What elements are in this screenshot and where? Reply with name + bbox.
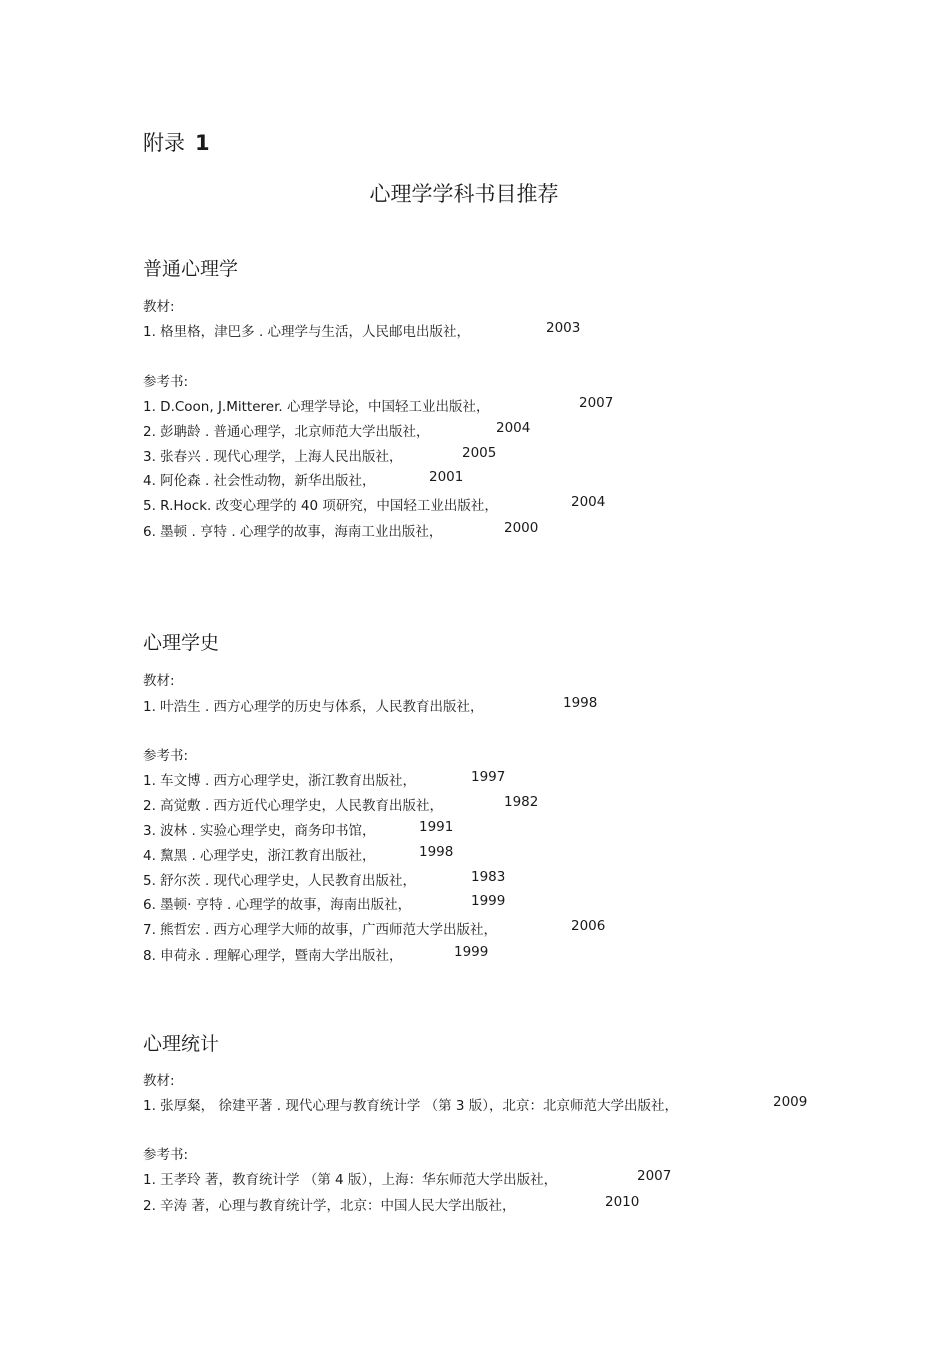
list-item: [143, 1094, 808, 1114]
entry-year: 2003: [546, 320, 581, 336]
entry-text: 1. 格里格，津巴多 . 心理学与生活，人民邮电出版社，: [143, 324, 471, 340]
entry-year: 1991: [419, 819, 454, 835]
entry-text: 1. 王孝玲 著，教育统计学 （第 4 版），上海：华东师范大学出版社，: [143, 1172, 558, 1188]
list-item: [143, 944, 489, 964]
section-title-history-of-psychology: 心理学史: [143, 632, 220, 654]
reference-label: 参考书:: [143, 748, 189, 764]
list-item: [143, 395, 614, 415]
document-title: 心理学学科书目推荐: [369, 182, 559, 206]
textbook-label: 教材:: [143, 299, 175, 315]
entry-text: 2. 辛涛 著，心理与教育统计学，北京：中国人民大学出版社，: [143, 1198, 516, 1214]
entry-text: 4. 阿伦森 . 社会性动物，新华出版社，: [143, 473, 376, 489]
appendix-label: 附录: [143, 131, 185, 155]
entry-year: 2007: [637, 1168, 672, 1184]
entry-year: 1998: [419, 844, 454, 860]
entry-year: 2001: [429, 469, 464, 485]
entry-year: 2004: [571, 494, 606, 510]
list-item: [143, 869, 506, 889]
entry-text: 1. D.Coon, J.Mitterer. 心理学导论，中国轻工业出版社，: [143, 399, 490, 415]
list-item: [143, 320, 581, 340]
textbook-label: 教材:: [143, 1073, 175, 1089]
entry-year: 2010: [605, 1194, 640, 1210]
entry-text: 4. 黧黑 . 心理学史，浙江教育出版社，: [143, 848, 376, 864]
entry-year: 1982: [504, 794, 539, 810]
reference-label: 参考书:: [143, 374, 189, 390]
list-item: [143, 520, 539, 540]
entry-year: 1997: [471, 769, 506, 785]
list-item: [143, 469, 464, 489]
appendix-heading: [143, 127, 210, 157]
entry-text: 5. R.Hock. 改变心理学的 40 项研究，中国轻工业出版社，: [143, 498, 498, 514]
list-item: [143, 445, 497, 465]
list-item: [143, 1168, 672, 1188]
entry-year: 1983: [471, 869, 506, 885]
entry-text: 7. 熊哲宏 . 西方心理学大师的故事，广西师范大学出版社，: [143, 922, 498, 938]
textbook-label: 教材:: [143, 673, 175, 689]
entry-year: 2000: [504, 520, 539, 536]
entry-text: 6. 墨顿 . 亨特 . 心理学的故事，海南工业出版社，: [143, 524, 443, 540]
section-title-psychological-statistics: 心理统计: [143, 1033, 220, 1055]
list-item: [143, 769, 506, 789]
list-item: [143, 819, 454, 839]
entry-year: 2007: [579, 395, 614, 411]
entry-year: 1998: [563, 695, 598, 711]
entry-year: 1999: [454, 944, 489, 960]
entry-text: 2. 高觉敷 . 西方近代心理学史，人民教育出版社，: [143, 798, 444, 814]
entry-text: 1. 车文博 . 西方心理学史，浙江教育出版社，: [143, 773, 417, 789]
entry-text: 8. 申荷永 . 理解心理学，暨南大学出版社，: [143, 948, 403, 964]
entry-year: 2006: [571, 918, 606, 934]
list-item: [143, 893, 506, 913]
entry-text: 3. 波林 . 实验心理学史，商务印书馆，: [143, 823, 376, 839]
entry-text: 1. 张厚粲， 徐建平著 . 现代心理与教育统计学 （第 3 版），北京：北京师范大学出版社，: [143, 1098, 679, 1114]
entry-year: 1999: [471, 893, 506, 909]
section-title-general-psychology: 普通心理学: [143, 258, 239, 280]
entry-year: 2009: [773, 1094, 808, 1110]
list-item: [143, 918, 606, 938]
list-item: [143, 794, 539, 814]
list-item: [143, 695, 598, 715]
list-item: [143, 844, 454, 864]
entry-text: 2. 彭聃龄 . 普通心理学，北京师范大学出版社，: [143, 424, 430, 440]
entry-text: 5. 舒尔茨 . 现代心理学史，人民教育出版社，: [143, 873, 417, 889]
entry-text: 1. 叶浩生 . 西方心理学的历史与体系，人民教育出版社，: [143, 699, 484, 715]
entry-text: 3. 张春兴 . 现代心理学，上海人民出版社，: [143, 449, 403, 465]
list-item: [143, 1194, 640, 1214]
entry-text: 6. 墨顿· 亨特 . 心理学的故事，海南出版社，: [143, 897, 412, 913]
entry-year: 2005: [462, 445, 497, 461]
appendix-number: 1: [195, 131, 210, 155]
list-item: [143, 494, 606, 514]
reference-label: 参考书:: [143, 1147, 189, 1163]
entry-year: 2004: [496, 420, 531, 436]
list-item: [143, 420, 531, 440]
